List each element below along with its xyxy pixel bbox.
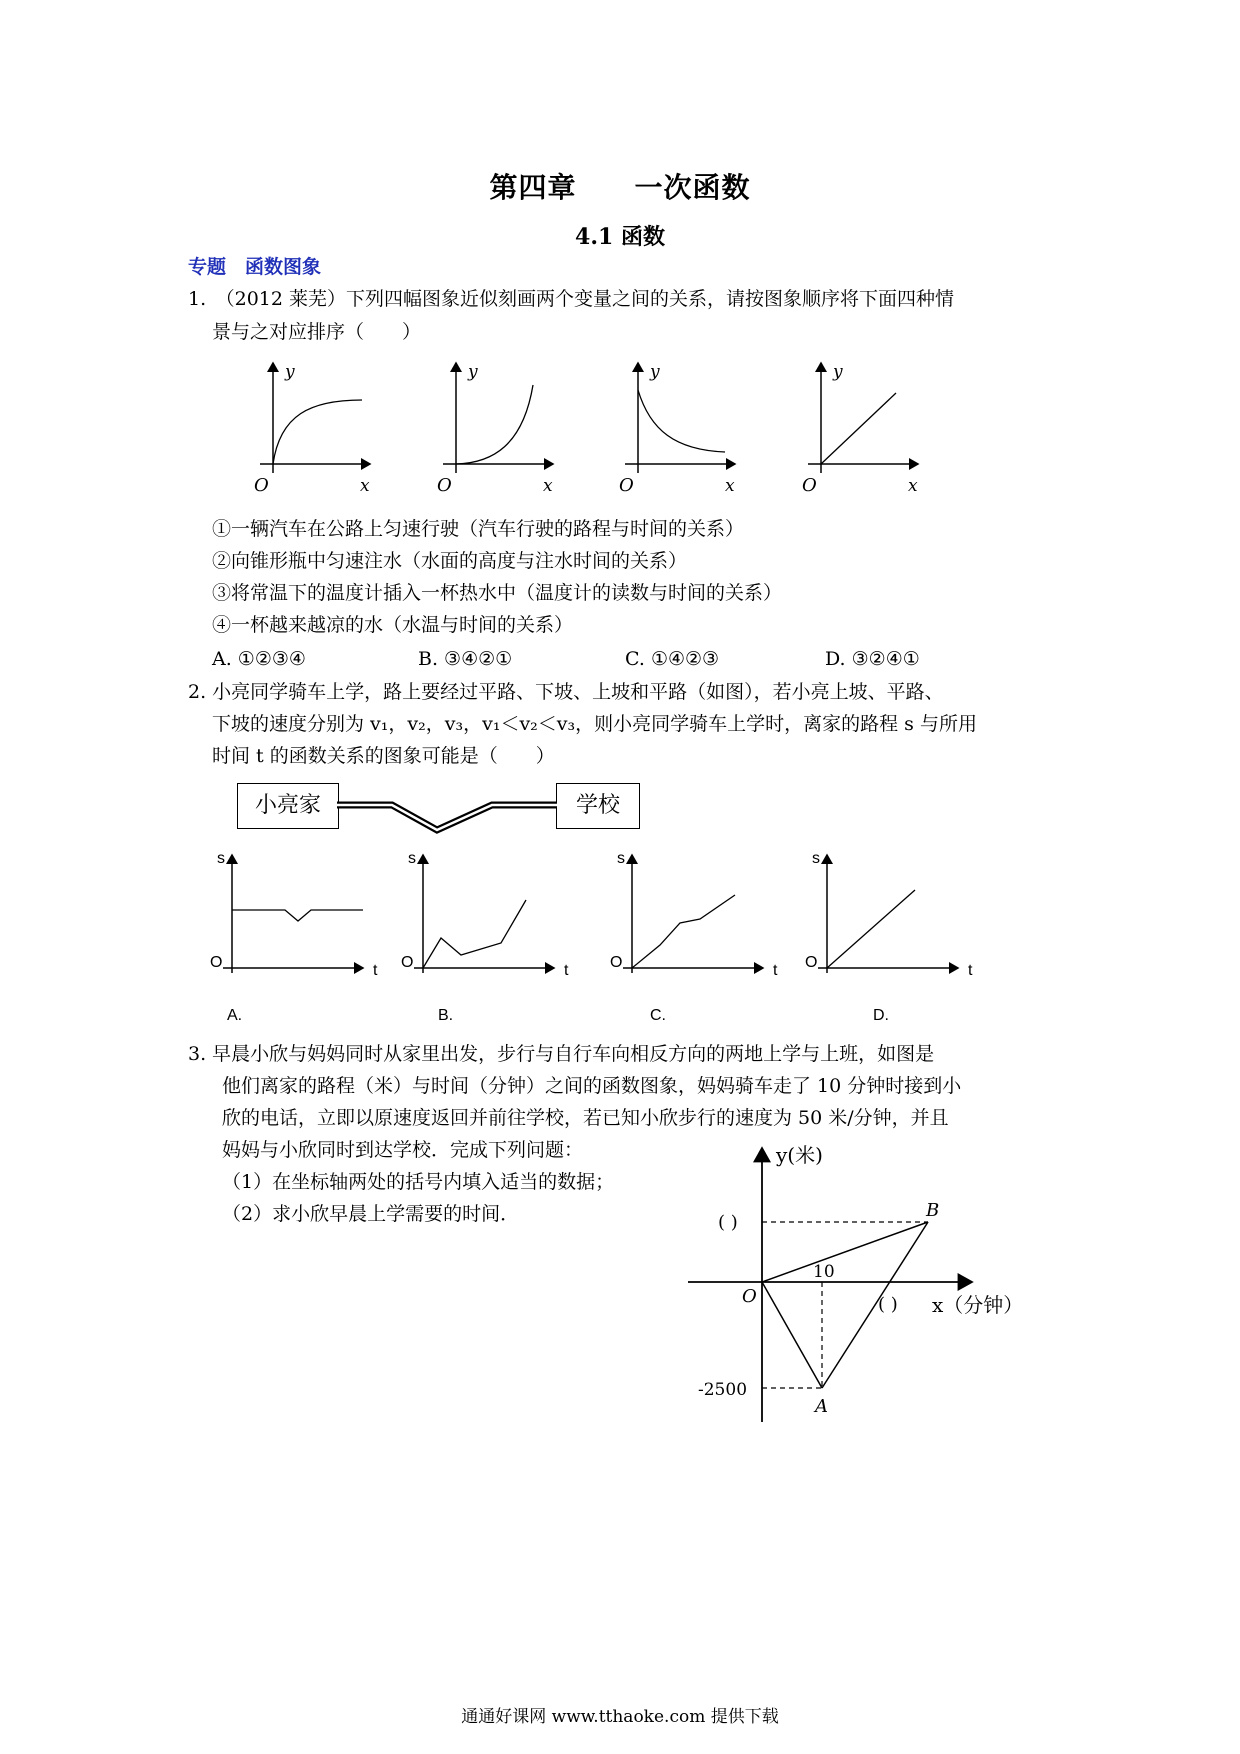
- xiaoxin-line: [762, 1222, 928, 1282]
- q1-g3-o: O: [619, 475, 634, 496]
- q1-option-d: D. ③②④①: [825, 648, 920, 670]
- q2-ga-s: s: [217, 850, 225, 867]
- q1-item-2: ②向锥形瓶中匀速注水（水面的高度与注水时间的关系）: [212, 550, 688, 572]
- q1-graph-2: [437, 362, 553, 496]
- footer: 通通好课网 www.tthaoke.com 提供下载: [461, 1707, 779, 1727]
- q1-graph-1: [254, 362, 370, 496]
- q1-option-b: B. ③④②①: [418, 648, 513, 670]
- mom-line-back: [822, 1222, 928, 1388]
- q2-gd-t: t: [968, 962, 973, 979]
- q3-line3: 欣的电话，立即以原速度返回并前往学校，若已知小欣步行的速度为 50 米/分钟，并且: [222, 1107, 949, 1129]
- q2-gd-o: O: [805, 954, 818, 971]
- q2-option-d: D.: [873, 1007, 889, 1024]
- q2-graph-a: [210, 850, 378, 979]
- q1-item-4: ④一杯越来越凉的水（水温与时间的关系）: [212, 614, 574, 636]
- tick-y-2500: -2500: [698, 1380, 748, 1400]
- q1-option-c: C. ①④②③: [625, 648, 720, 670]
- q1-g2-o: O: [437, 475, 452, 496]
- q2-graphs: [205, 845, 1065, 1025]
- point-a-label: A: [815, 1396, 828, 1417]
- q1-line1: 1. （2012 莱芜）下列四幅图象近似刻画两个变量之间的关系，请按图象顺序将下面四种情: [188, 288, 955, 310]
- q1-item-1: ①一辆汽车在公路上匀速行驶（汽车行驶的路程与时间的关系）: [212, 518, 745, 540]
- q2-gb-o: O: [401, 954, 414, 971]
- school-box: 学校: [556, 783, 640, 829]
- q1-g4-x: x: [908, 476, 918, 496]
- q2-gd-s: s: [812, 850, 820, 867]
- q2-line3: 时间 t 的函数关系的图象可能是（ ）: [212, 745, 555, 767]
- q1-g2-y: y: [468, 362, 478, 382]
- q1-g1-o: O: [254, 475, 269, 496]
- q3-sub1: （1）在坐标轴两处的括号内填入适当的数据；: [222, 1171, 615, 1193]
- q3-line4: 妈妈与小欣同时到达学校．完成下列问题：: [222, 1139, 584, 1161]
- q2-gb-s: s: [408, 850, 416, 867]
- q1-g4-o: O: [802, 475, 817, 496]
- home-box: 小亮家: [237, 783, 339, 829]
- topic-heading: 专题 函数图象: [188, 256, 322, 278]
- q1-graph-3: [619, 362, 735, 496]
- q3-sub2: （2）求小欣早晨上学需要的时间．: [222, 1203, 520, 1225]
- q2-gb-t: t: [564, 962, 569, 979]
- q1-g3-y: y: [650, 362, 660, 382]
- q2-option-b: B.: [438, 1007, 454, 1024]
- q1-g4-y: y: [833, 362, 843, 382]
- q2-gc-s: s: [617, 850, 625, 867]
- x-axis-label: x（分钟）: [932, 1293, 1024, 1317]
- q1-g1-x: x: [360, 476, 370, 496]
- q2-graph-b: [401, 850, 569, 979]
- q1-graph-4: [802, 362, 918, 496]
- point-b-label: B: [926, 1200, 940, 1221]
- q2-option-c: C.: [650, 1007, 666, 1024]
- q2-option-a: A.: [227, 1007, 243, 1024]
- q2-line2: 下坡的速度分别为 v₁，v₂，v₃，v₁＜v₂＜v₃，则小亮同学骑车上学时，离家的路程 s 与所用: [212, 713, 977, 735]
- origin-label: O: [742, 1286, 757, 1307]
- q2-graph-c: [610, 850, 778, 979]
- blank-y: ( ): [718, 1212, 738, 1233]
- q2-ga-o: O: [210, 954, 223, 971]
- blank-x: ( ): [878, 1294, 898, 1315]
- mom-line-out: [762, 1282, 822, 1388]
- q1-item-3: ③将常温下的温度计插入一杯热水中（温度计的读数与时间的关系）: [212, 582, 783, 604]
- q2-gc-o: O: [610, 954, 623, 971]
- chapter-title: 第四章 一次函数: [489, 171, 751, 204]
- q1-graphs: [240, 355, 940, 505]
- q3-line1: 3. 早晨小欣与妈妈同时从家里出发，步行与自行车向相反方向的两地上学与上班，如图是: [188, 1043, 935, 1065]
- q1-option-a: A. ①②③④: [212, 648, 306, 670]
- q1-g2-x: x: [543, 476, 553, 496]
- road-diagram: [337, 785, 557, 835]
- y-axis-label: y(米): [776, 1143, 823, 1167]
- q3-line2: 他们离家的路程（米）与时间（分钟）之间的函数图象，妈妈骑车走了 10 分钟时接到小: [222, 1075, 962, 1097]
- section-title: 4.1 函数: [575, 224, 665, 250]
- tick-x-10: 10: [813, 1262, 835, 1282]
- q1-g3-x: x: [725, 476, 735, 496]
- q2-line1: 2. 小亮同学骑车上学，路上要经过平路、下坡、上坡和平路（如图），若小亮上坡、平路、: [188, 681, 944, 703]
- q3-graph: [680, 1140, 1060, 1430]
- q1-g1-y: y: [285, 362, 295, 382]
- q2-gc-t: t: [773, 962, 778, 979]
- q2-ga-t: t: [373, 962, 378, 979]
- q1-line2: 景与之对应排序（ ）: [212, 321, 422, 343]
- q2-graph-d: [805, 850, 973, 979]
